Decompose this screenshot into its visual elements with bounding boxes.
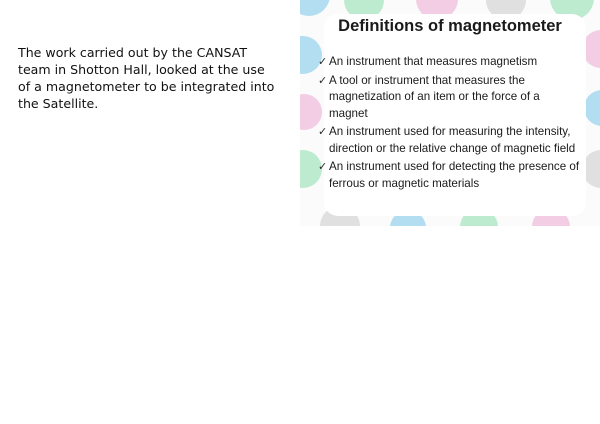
definition-item: [318, 159, 580, 192]
check-icon: ✓: [318, 126, 328, 138]
definition-list: [318, 54, 580, 194]
check-icon: ✓: [318, 56, 328, 68]
check-icon: ✓: [318, 74, 328, 87]
slide-title: Definitions of magnetometer: [338, 17, 562, 35]
definition-item: [318, 54, 580, 71]
definition-text: A tool or instrument that measures the magnetization of an item or the force of a magnet: [329, 73, 540, 120]
slide-image: [300, 0, 600, 226]
intro-paragraph: The work carried out by the CANSAT team in Shotton Hall, looked at the use of a magnetometer to be integrated into the Satellite.: [18, 45, 275, 111]
check-icon: ✓: [318, 161, 328, 173]
decor-dot: [300, 0, 330, 16]
definition-text: An instrument used for detecting the presence of ferrous or magnetic materials: [329, 160, 580, 190]
decor-dot: [584, 90, 600, 126]
definition-item: [318, 124, 580, 157]
definition-text: An instrument used for measuring the intensity, direction or the relative change of magnetic field: [329, 125, 576, 155]
definition-text: An instrument that measures magnetism: [329, 55, 538, 68]
definition-item: [318, 73, 580, 123]
